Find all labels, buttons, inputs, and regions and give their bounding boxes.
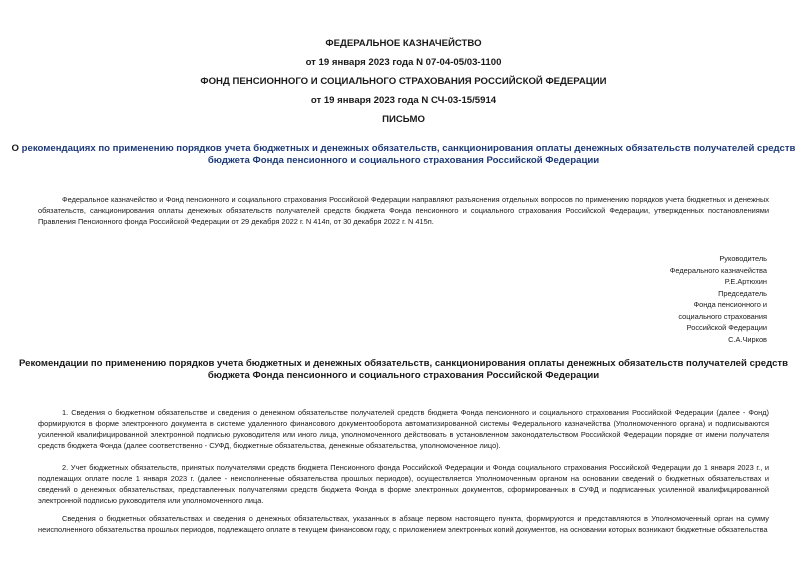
recommendations-title-line-1: Рекомендации по применению порядков учета бюджетных и денежных обязательств, санкционирования оплаты денежных обязательств получателей средств xyxy=(18,358,789,369)
signature-block xyxy=(617,253,767,345)
date2-line: от 19 января 2023 года N СЧ-03-15/5914 xyxy=(310,95,497,106)
subject-prefix: О xyxy=(11,143,22,154)
signature-line: Р.Е.Артюхин xyxy=(724,277,767,286)
signature-line: Федерального казначейства xyxy=(669,265,767,275)
signature-line: Российской Федерации xyxy=(686,323,767,332)
subject-link-line-2[interactable]: бюджета Фонда пенсионного и социального страхования Российской Федерации xyxy=(207,155,600,166)
signature-line: Председатель xyxy=(718,288,767,298)
signature-line: социального страхования xyxy=(678,311,767,321)
paragraph-3: Сведения о бюджетных обязательствах и сведения о денежных обязательствах, указанных в абзаце первом настоящего пункта, формируются и представляются в Уполномоченный орган на сумму неисполненного обязательства прошлых периодов, подлежащего оплате в текущем финансовом году, с приложением электронных копий документов, на основании которых возникают бюджетные обязательства xyxy=(38,514,769,534)
paragraph-1: 1. Сведения о бюджетном обязательстве и сведения о денежном обязательстве получателей средств бюджета Фонда пенсионного и социального страхования Российской Федерации (далее - Фонд) формируются в форме электронного документа в системе удаленного финансового документооборота автоматизированной системы Федерального казначейства (Уполномоченного органа) и подписываются усиленной квалифицированной электронной подписью руководителя или иного лица, уполномоченного действовать в установленном законодательством Российской Федерации порядке от имени получателя средств бюджета Фонда (далее соответственно - СУФД, бюджетные обязательства, денежные обязательства, уполномоченное лицо). xyxy=(38,408,769,450)
signature-line: Руководитель xyxy=(719,254,767,263)
signature-line: С.А.Чирков xyxy=(728,334,767,344)
paragraph-2: 2. Учет бюджетных обязательств, принятых получателями средств бюджета Пенсионного фонда Российской Федерации и Фонда социального страхования Российской Федерации до 1 января 2023 г., и подлежащих оплате после 1 января 2023 г. (далее - неисполненные обязательства прошлых периодов), осуществляется Уполномоченным органом на основании сведений о бюджетных обязательствах и сведений о денежных обязательствах, представленных получателями средств бюджета Фонда в форме электронных документов, сформированных в СУФД и подписанных усиленной квалифицированной электронной подписью руководителя или уполномоченного лица. xyxy=(38,463,769,505)
date1-line: от 19 января 2023 года N 07-04-05/03-1100 xyxy=(305,57,502,68)
subject-link[interactable]: рекомендациях по применению порядков учета бюджетных и денежных обязательств, санкционирования оплаты денежных обязательств получателей средств xyxy=(21,143,796,154)
intro-paragraph: Федеральное казначейство и Фонд пенсионного и социального страхования Российской Федерации направляют разъяснения отдельных вопросов по применению порядков учета бюджетных и денежных обязательств, санкционирования оплаты денежных обязательств получателей средств бюджета Фонда пенсионного и социального страхования Российской Федерации, утвержденных постановлениями Правления Пенсионного фонда Российской Федерации от 29 декабря 2022 г. N 414п, от 30 декабря 2022 г. N 415п. xyxy=(38,195,769,226)
org1-heading: ФЕДЕРАЛЬНОЕ КАЗНАЧЕЙСТВО xyxy=(325,38,482,49)
org2-heading: ФОНД ПЕНСИОННОГО И СОЦИАЛЬНОГО СТРАХОВАНИЯ РОССИЙСКОЙ ФЕДЕРАЦИИ xyxy=(200,76,607,87)
signature-line: Фонда пенсионного и xyxy=(693,300,767,309)
subject-line-1 xyxy=(0,143,807,154)
doc-type-heading: ПИСЬМО xyxy=(382,114,425,125)
recommendations-title-line-2: бюджета Фонда пенсионного и социального страхования Российской Федерации xyxy=(207,370,600,381)
